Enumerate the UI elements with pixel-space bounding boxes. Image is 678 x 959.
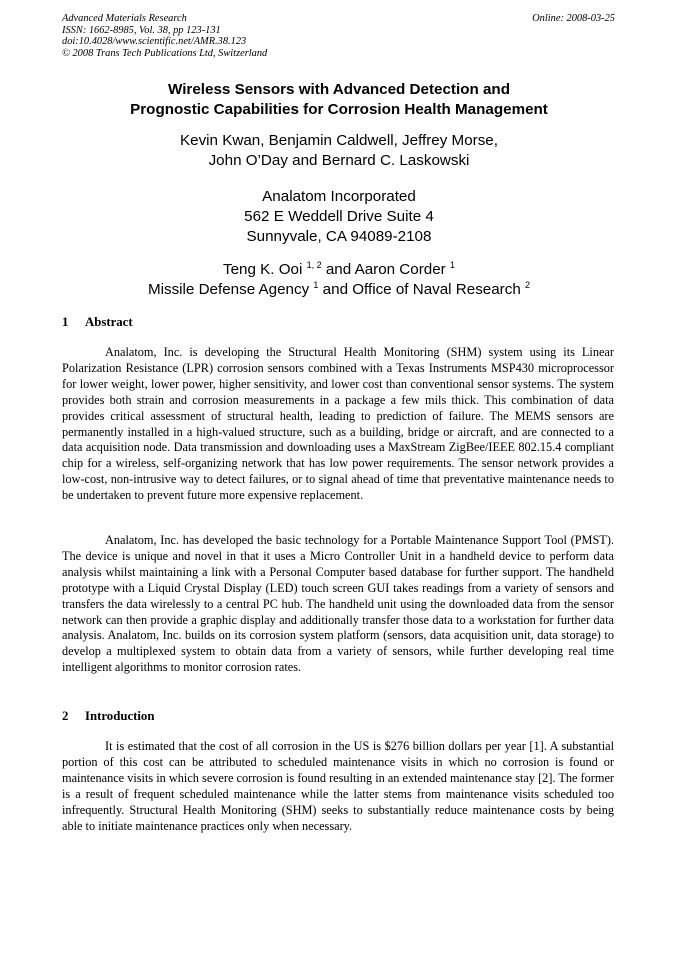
online-date: Online: 2008-03-25: [532, 13, 615, 24]
sponsor-line-1: [40, 260, 638, 280]
section-number: 2: [62, 709, 69, 723]
section-heading-introduction: [62, 709, 154, 724]
affiliation-line-1: Analatom Incorporated: [262, 188, 416, 205]
superscript-4: 2: [525, 280, 531, 290]
affiliation: [40, 187, 638, 247]
author-list: [40, 131, 638, 171]
journal-issn: ISSN: 1662-8985, Vol. 38, pp 123-131: [62, 24, 221, 36]
superscript-1: 1, 2: [306, 260, 322, 270]
sponsor-org-1: Missile Defense Agency: [147, 281, 310, 298]
journal-doi: doi:10.4028/www.scientific.net/AMR.38.123: [62, 36, 247, 48]
section-heading-abstract: [62, 315, 133, 330]
section-title: Introduction: [85, 709, 155, 723]
sponsor-credits: [40, 260, 638, 300]
sponsor-line-2: [40, 280, 638, 300]
section-title: Abstract: [85, 315, 133, 329]
sponsor-org-2: and Office of Naval Research: [322, 281, 521, 298]
section-number: 1: [62, 315, 69, 329]
affiliation-line-3: Sunnyvale, CA 94089-2108: [246, 228, 432, 245]
introduction-paragraph-1: It is estimated that the cost of all corrosion in the US is $276 billion dollars per year [1]. A substantial portion of this cost can be attributed to scheduled maintenance visits in which no corrosion is found or maintenance visits in which severe corrosion is found resulting in an extended maintenance stay [2]. The former is a result of frequent scheduled maintenance while the latter stems from maintenance visits scheduled too infrequently. Structural Health Monitoring (SHM) seeks to substantially reduce maintenance costs by being able to initiate maintenance practices only when necessary.: [62, 739, 614, 833]
journal-name: Advanced Materials Research: [62, 13, 187, 24]
superscript-3: 1: [313, 280, 319, 290]
paper-title: [40, 80, 638, 120]
online-date-header: [532, 13, 615, 25]
superscript-2: 1: [449, 260, 455, 270]
authors-line-1: Kevin Kwan, Benjamin Caldwell, Jeffrey Morse,: [180, 132, 498, 149]
journal-header: [62, 13, 267, 59]
title-line-1: Wireless Sensors with Advanced Detection and: [168, 81, 510, 98]
abstract-paragraph-2: Analatom, Inc. has developed the basic technology for a Portable Maintenance Support Tool (PMST). The device is unique and novel in that it uses a Micro Controller Unit in a handheld device to perform data analysis whilst maintaining a link with a Personal Computer based database for further support. The handheld prototype with a Liquid Crystal Display (LED) touch screen GUI takes readings from a variety of sensors and transfers the data wirelessly to a central PC hub. The handheld unit using the downloaded data from the sensor network can then provide a graphic display and additionally transfer those data to a workstation for further data analysis. Analatom, Inc. builds on its corrosion system platform (sensors, data acquisition unit, data storage) to develop a multiplexed system to obtain data from a variety of sensors, while further developing real time intelligent algorithms to monitor corrosion rates.: [62, 533, 614, 675]
authors-line-2: John O’Day and Bernard C. Laskowski: [208, 152, 470, 169]
affiliation-line-2: 562 E Weddell Drive Suite 4: [244, 208, 434, 225]
abstract-paragraph-1: Analatom, Inc. is developing the Structural Health Monitoring (SHM) system using its Linear Polarization Resistance (LPR) corrosion sensors combined with a Texas Instruments MSP430 microprocessor for lower weight, lower power, higher sensitivity, and lower cost than conventional sensor systems. The system provides both strain and corrosion measurements in a package a few mils thick. This combination of data provides critical assessment of structural health, leading to prediction of failure. The MEMS sensors are permanently installed in a high-valued structure, such as a building, bridge or aircraft, and are connected to a data acquisition node. Data transmission and downloading uses a MaxStream ZigBee/IEEE 802.15.4 compliant chip for a wireless, self-organizing network that has low power requirements. The sensor network provides a low-cost, non-intrusive way to detect failures, or to signal ahead of time that preventative maintenance needs to be undertaken to prevent future more expensive replacement.: [62, 345, 614, 503]
sponsor-person-1: Teng K. Ooi: [223, 261, 303, 278]
title-line-2: Prognostic Capabilities for Corrosion Health Management: [130, 101, 548, 118]
journal-copyright: © 2008 Trans Tech Publications Ltd, Switzerland: [62, 47, 268, 59]
sponsor-person-2: and Aaron Corder: [325, 261, 446, 278]
